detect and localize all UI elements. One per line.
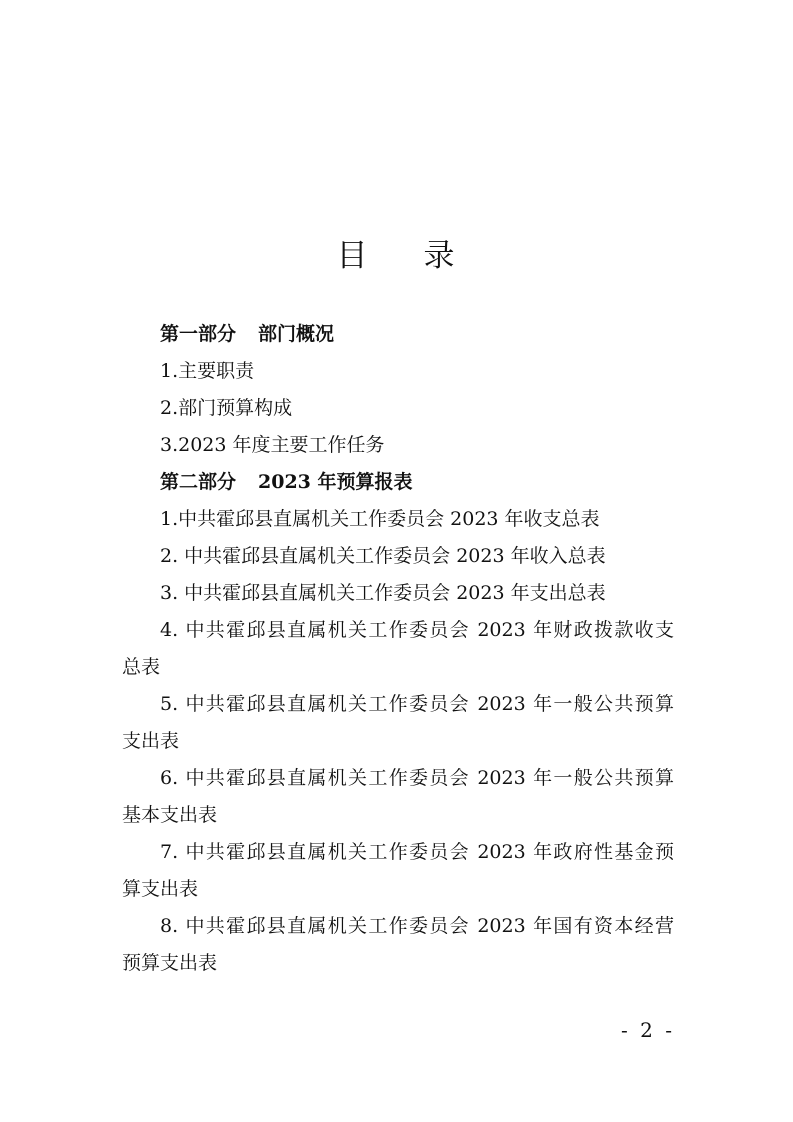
toc-item-line2: 预算支出表: [122, 952, 218, 974]
part1-heading: [122, 316, 674, 353]
toc-title: [0, 236, 793, 276]
toc-item-line2: 总表: [122, 656, 161, 678]
toc-item: 2. 中共霍邱县直属机关工作委员会 2023 年收入总表: [160, 545, 606, 567]
part2-label: 第二部分: [160, 471, 237, 493]
part1-label: 第一部分: [160, 323, 237, 345]
toc-item-line1: 8. 中共霍邱县直属机关工作委员会 2023 年国有资本经营: [160, 915, 674, 937]
part2-heading: [122, 464, 674, 501]
toc-item-line2: 支出表: [122, 730, 180, 752]
toc-title-char-2: 录: [423, 238, 457, 274]
toc-item-line1: 4. 中共霍邱县直属机关工作委员会 2023 年财政拨款收支: [160, 619, 674, 641]
toc-item: 1.主要职责: [160, 360, 255, 382]
page-number: - 2 -: [621, 1018, 675, 1042]
table-of-contents: [122, 316, 674, 982]
part1-name: 部门概况: [258, 323, 335, 345]
toc-item-line2: 算支出表: [122, 878, 199, 900]
toc-title-char-1: 目: [336, 238, 370, 274]
toc-item-line1: 7. 中共霍邱县直属机关工作委员会 2023 年政府性基金预: [160, 841, 674, 863]
toc-item-line1: 6. 中共霍邱县直属机关工作委员会 2023 年一般公共预算: [160, 767, 674, 789]
toc-item: 2.部门预算构成: [160, 397, 293, 419]
toc-item-line1: 5. 中共霍邱县直属机关工作委员会 2023 年一般公共预算: [160, 693, 674, 715]
toc-item: 1.中共霍邱县直属机关工作委员会 2023 年收支总表: [160, 508, 600, 530]
toc-item-line2: 基本支出表: [122, 804, 218, 826]
part2-name: 2023 年预算报表: [258, 471, 413, 493]
toc-item: 3.2023 年度主要工作任务: [160, 434, 385, 456]
toc-item: 3. 中共霍邱县直属机关工作委员会 2023 年支出总表: [160, 582, 606, 604]
